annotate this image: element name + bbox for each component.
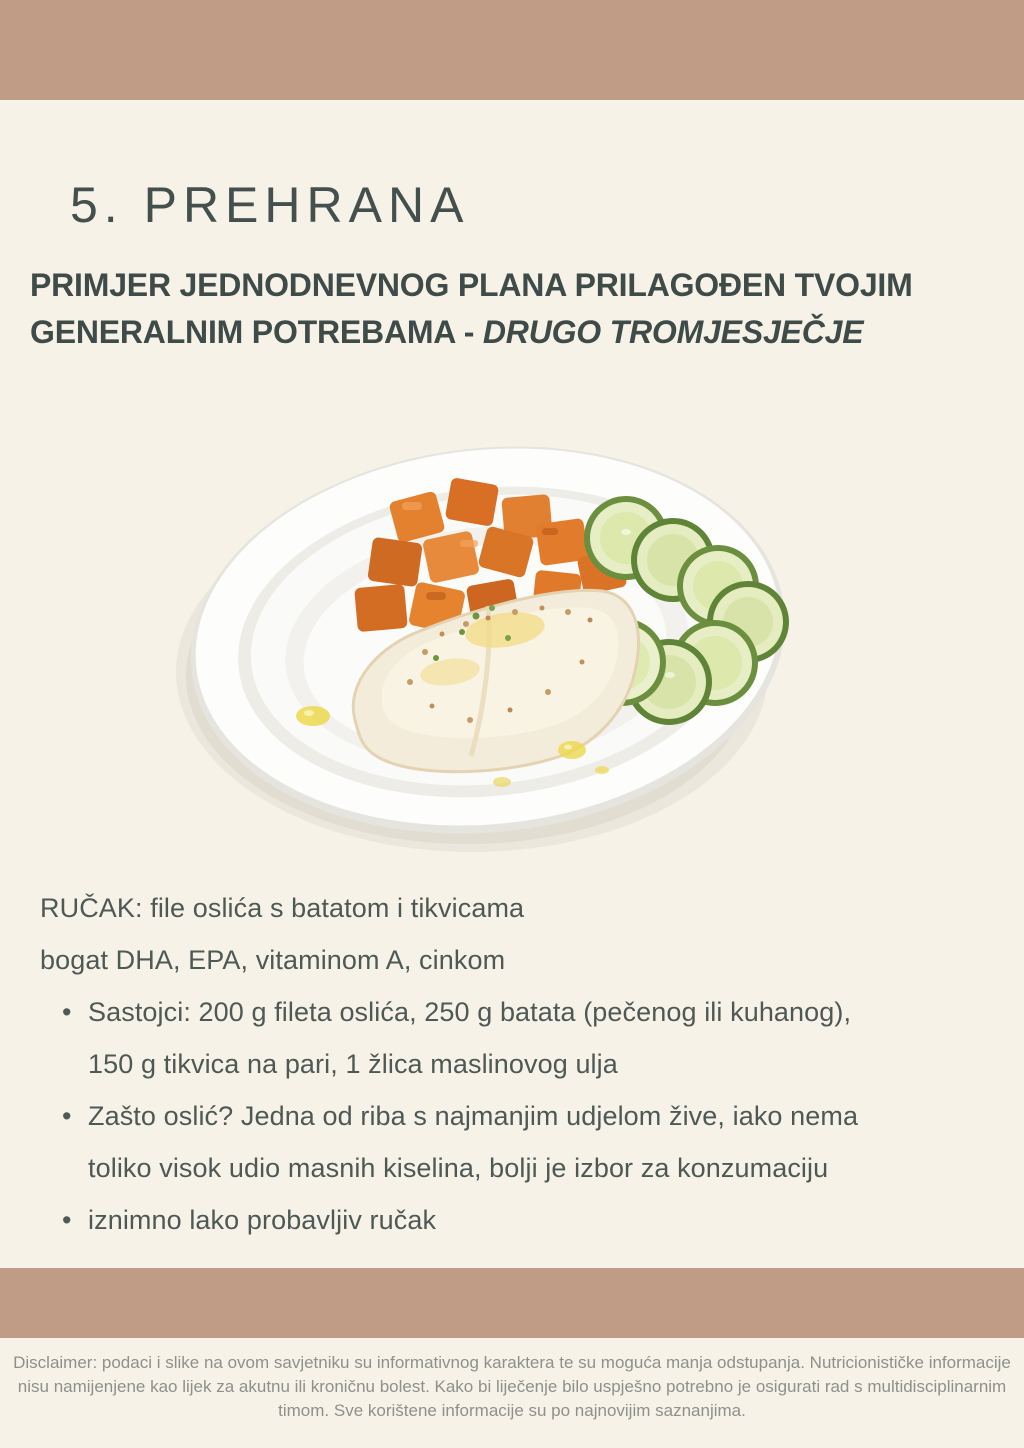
bullet-1-line-2: 150 g tikvica na pari, 1 žlica maslinovog ulja (88, 1049, 618, 1079)
list-item (40, 1090, 1000, 1194)
bullet-2-line-1: • Zašto oslić? Jedna od riba s najmanjim udjelom žive, iako nema (88, 1101, 859, 1131)
meal-heading-line-1: RUČAK: file oslića s batatom i tikvicama (40, 893, 525, 923)
meal-heading-line-2: bogat DHA, EPA, vitaminom A, cinkom (40, 945, 506, 975)
disclaimer-line-2: nisu namijenjene kao lijek za akutnu ili kroničnu bolest. Kako bi liječenje bilo uspješno potrebno je osigurati rad s multidisciplinarnim (17, 1377, 1007, 1396)
list-item (40, 1194, 1000, 1246)
subtitle-line-2-italic: DRUGO TROMJESJEČJE (482, 314, 864, 350)
list-item (40, 986, 1000, 1090)
subtitle-line-2-regular: GENERALNIM POTREBAMA - (30, 314, 483, 350)
meal-photo (170, 420, 805, 860)
meal-description (40, 882, 1000, 1246)
bullet-1-line-1: • Sastojci: 200 g fileta oslića, 250 g batata (pečenog ili kuhanog), (88, 997, 852, 1027)
bullet-3-line-1: • iznimno lako probavljiv ručak (88, 1205, 437, 1235)
subtitle-line-1: PRIMJER JEDNODNEVNOG PLANA PRILAGOĐEN TVOJIM (30, 267, 913, 303)
plate-illustration (170, 420, 805, 860)
bullet-2-line-2: toliko visok udio masnih kiselina, bolji je izbor za konzumaciju (88, 1153, 829, 1183)
page-title: 5. PREHRANA (70, 176, 470, 233)
disclaimer-line-3: timom. Sve korištene informacije su po najnovijim saznanjima. (278, 1401, 746, 1420)
top-color-band (0, 0, 1024, 100)
page-subtitle (30, 262, 994, 356)
subtitle-line-2 (30, 309, 994, 356)
bottom-color-band (0, 1268, 1024, 1338)
disclaimer (0, 1351, 1024, 1423)
meal-bullet-list (40, 986, 1000, 1246)
disclaimer-line-1: Disclaimer: podaci i slike na ovom savjetniku su informativnog karaktera te su moguća manja odstupanja. Nutricionističke informacije (13, 1353, 1011, 1372)
